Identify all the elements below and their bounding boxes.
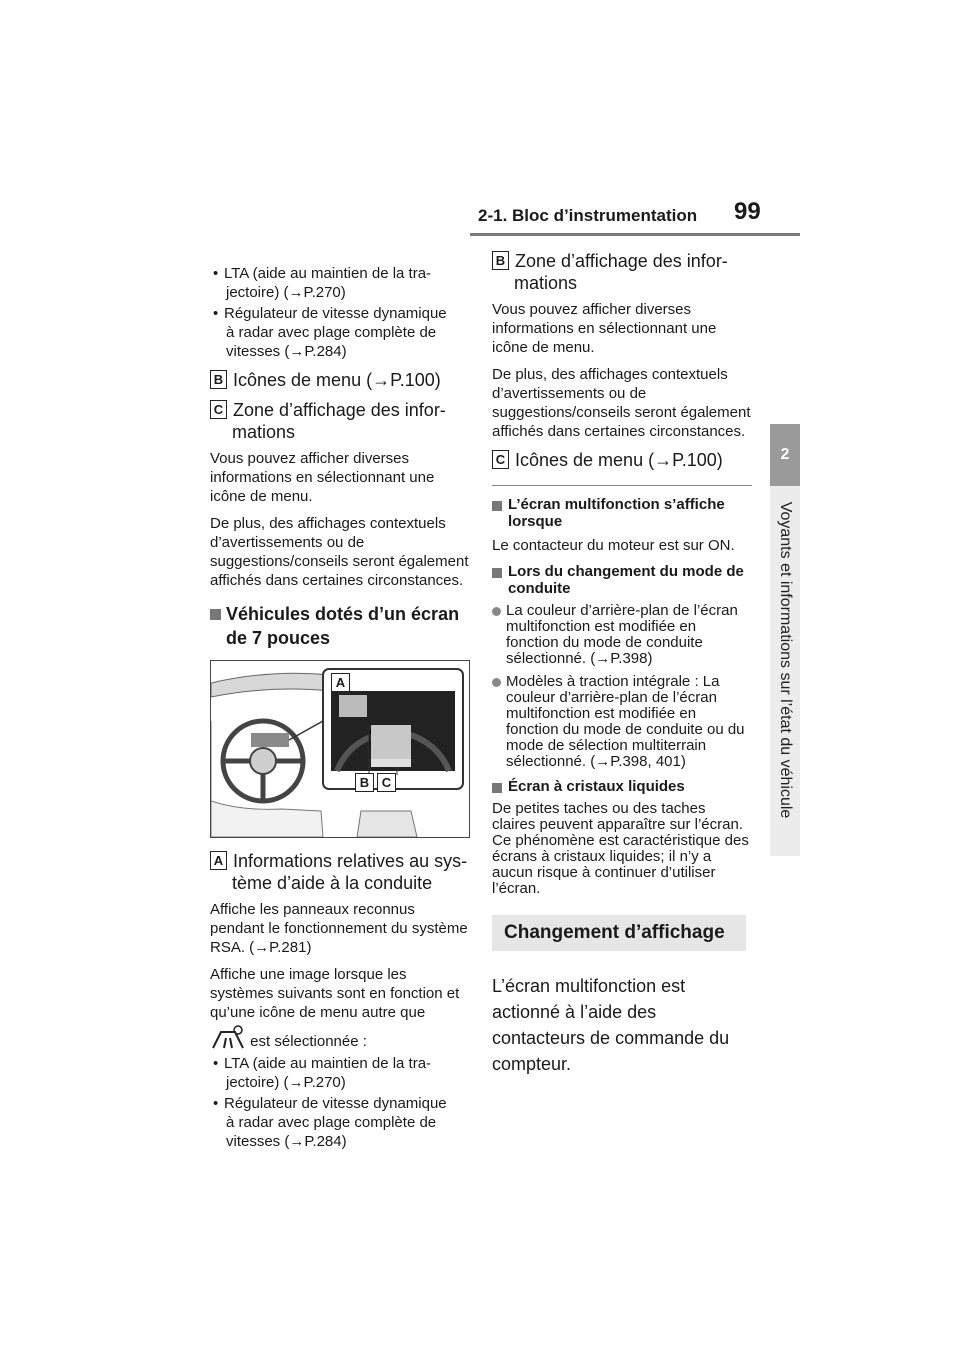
left-column (210, 264, 470, 1153)
badge-b: B (210, 370, 227, 389)
bullet-line: à radar avec plage complète de vitesses (→P.284) (226, 1114, 437, 1150)
item-b-title: Icônes de menu (→P.100) (233, 370, 441, 390)
right-column (492, 250, 752, 1077)
item-b-title: Zone d’affichage des infor- (515, 251, 728, 271)
item-c-title: Zone d’affichage des infor- (233, 400, 446, 420)
paragraph: De plus, des affichages contextuels d’avertissements ou de suggestions/conseils seront également affichés dans certaines circonstances. (210, 515, 469, 589)
bullet-line: à radar avec plage complète de vitesses (→P.284) (226, 324, 437, 360)
badge-b: B (492, 251, 509, 270)
paragraph-continuation (210, 1024, 470, 1052)
paragraph: Affiche les panneaux reconnus pendant le fonctionnement du système RSA. (→P.281) (210, 901, 468, 956)
divider (492, 485, 752, 486)
note-heading: Lors du changement du mode de conduite (492, 563, 752, 597)
section-heading: Véhicules dotés d’un écran de 7 pouces (210, 602, 470, 650)
item-c-heading (210, 399, 470, 443)
bullet-line: Régulateur de vitesse dynamique (224, 305, 447, 322)
item-a-title: Informations relatives au sys- (233, 851, 468, 871)
badge-c: C (210, 400, 227, 419)
bullet-line: jectoire) (→P.270) (226, 284, 346, 301)
header-rule (470, 233, 800, 236)
list-item (210, 1054, 470, 1092)
paragraph-end: est sélectionnée : (250, 1033, 367, 1050)
bullet-line: Régulateur de vitesse dynamique (224, 1095, 447, 1112)
note-text: De petites taches ou des taches claires peuvent apparaître sur l’écran. Ce phénomène est caractéristique des écrans à cristaux liquides; il n’y a aucun risque à continuer d’utiliser l’écran. (492, 800, 749, 897)
callout-c: C (377, 773, 396, 792)
chapter-title: Voyants et informations sur l’état du véhicule (777, 501, 794, 819)
item-b-title-cont: mations (514, 273, 578, 293)
list-item (210, 264, 470, 302)
item-a-title-cont: tème d’aide à la conduite (232, 873, 433, 893)
instrument-cluster-figure (210, 660, 470, 838)
paragraph: Vous pouvez afficher diverses informations en sélectionnant une icône de menu. (210, 450, 435, 505)
note-heading: L’écran multifonction s’affiche lorsque (492, 496, 752, 530)
badge-a: A (210, 851, 227, 870)
closing-paragraph: L’écran multifonction est actionné à l’aide des contacteurs de commande du compteur. (492, 976, 730, 1074)
paragraph: De plus, des affichages contextuels d’avertissements ou de suggestions/conseils seront également affichés dans certaines circonstances. (492, 366, 751, 440)
list-item: Modèles à traction intégrale : La couleur d’arrière-plan de l’écran multifonction est modifiée en fonction du mode de conduite ou du mode de sélection multiterrain sélectionné. (→P.398, 401) (492, 674, 752, 770)
item-b-heading (210, 369, 470, 391)
list-item (210, 304, 470, 361)
chapter-tab (770, 424, 800, 486)
item-b-heading (492, 250, 752, 294)
note-heading: Écran à cristaux liquides (492, 778, 752, 795)
page-number: 99 (734, 198, 761, 225)
section-title: 2-1. Bloc d’instrumentation (478, 206, 698, 225)
chapter-number: 2 (780, 446, 790, 463)
bullet-line: LTA (aide au maintien de la tra- (224, 1055, 432, 1072)
callout-b: B (355, 773, 374, 792)
callout-a: A (331, 673, 350, 692)
list-item (210, 1094, 470, 1151)
bullet-line: LTA (aide au maintien de la tra- (224, 265, 432, 282)
item-a-heading (210, 850, 470, 894)
paragraph: Affiche une image lorsque les systèmes suivants sont en fonction et qu’une icône de menu autre que (210, 966, 460, 1021)
bullet-line: jectoire) (→P.270) (226, 1074, 346, 1091)
item-c-heading (492, 449, 752, 471)
driving-assist-icon (210, 1024, 246, 1052)
note-text: Le contacteur du moteur est sur ON. (492, 537, 735, 554)
item-c-title-cont: mations (232, 422, 296, 442)
list-item: La couleur d’arrière-plan de l’écran multifonction est modifiée en fonction du mode de conduite sélectionné. (→P.398) (492, 603, 752, 667)
section-banner: Changement d’affichage (492, 915, 746, 951)
badge-c: C (492, 450, 509, 469)
paragraph: Vous pouvez afficher diverses informations en sélectionnant une icône de menu. (492, 301, 717, 356)
item-c-title: Icônes de menu (→P.100) (515, 450, 723, 470)
